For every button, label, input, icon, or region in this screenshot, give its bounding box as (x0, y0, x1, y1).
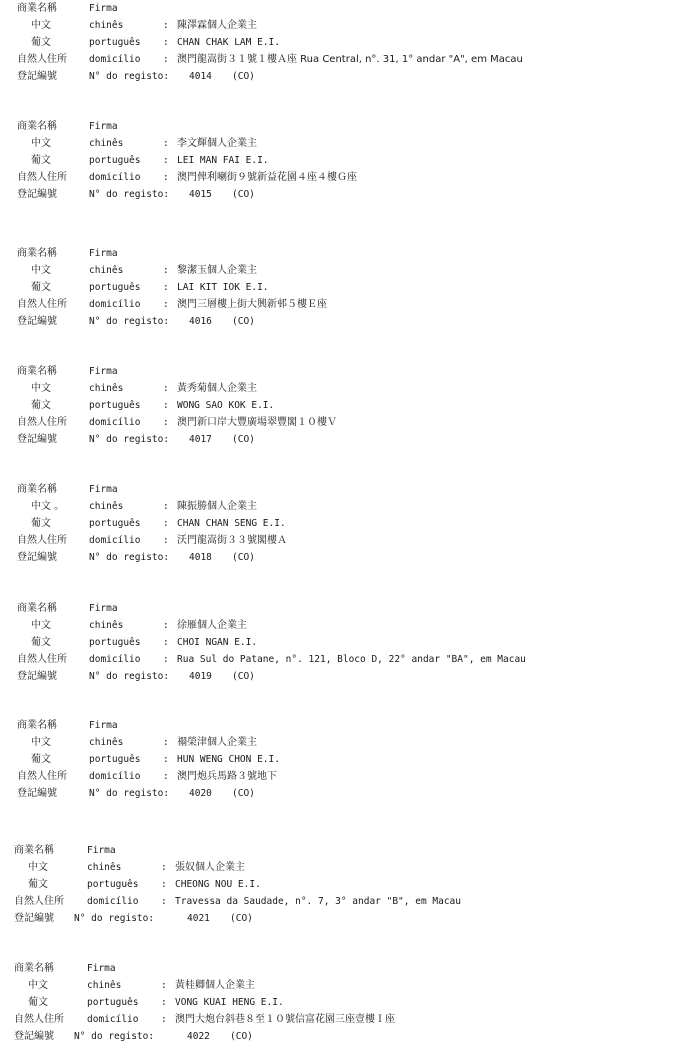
colon: : (163, 20, 169, 31)
portuguese-label-zh: 葡文 (31, 282, 51, 293)
firma-label-pt: Firma (89, 720, 118, 731)
registo-co: (CO) (232, 552, 255, 563)
registo-co: (CO) (232, 316, 255, 327)
registo-number: 4016 (189, 316, 212, 327)
chinese-name-value: 陳振勝個人企業主 (177, 501, 257, 512)
registo-number: 4018 (189, 552, 212, 563)
registo-co: (CO) (230, 1031, 253, 1042)
portuguese-label-zh: 葡文 (31, 754, 51, 765)
domicile-label-pt: domicílio (89, 417, 141, 428)
portuguese-name-value: VONG KUAI HENG E.I. (175, 997, 284, 1008)
registo-co: (CO) (232, 788, 255, 799)
registo-label-zh: 登記編號 (17, 189, 57, 200)
registo-label-pt: N° do registo: (89, 71, 170, 82)
portuguese-label-pt: português (87, 879, 139, 890)
chinese-label-zh: 中文 (31, 737, 51, 748)
colon: : (163, 383, 169, 394)
firma-label-pt: Firma (89, 484, 118, 495)
firm-record (0, 842, 687, 924)
portuguese-label-pt: português (89, 518, 141, 529)
portuguese-name-value: LEI MAN FAI E.I. (177, 155, 269, 166)
chinese-label-zh: 中文 (31, 265, 51, 276)
domicile-value: 澳門大炮台斜巷８至１０號信富花園三座壹樓Ｉ座 (175, 1014, 395, 1025)
portuguese-name-value: LAI KIT IOK E.I. (177, 282, 269, 293)
portuguese-label-zh: 葡文 (31, 37, 51, 48)
colon: : (161, 879, 167, 890)
registo-label-zh: 登記編號 (17, 788, 57, 799)
chinese-name-value: 張奴個人企業主 (175, 862, 245, 873)
registo-label-zh: 登記編號 (17, 671, 57, 682)
registo-label-pt: N° do registo: (89, 671, 170, 682)
colon: : (163, 37, 169, 48)
firma-label-zh: 商業名稱 (17, 720, 57, 731)
colon: : (161, 862, 167, 873)
chinese-label-zh: 中文 (28, 980, 48, 991)
domicile-label-zh: 自然人住所 (17, 535, 67, 546)
portuguese-label-zh: 葡文 (31, 637, 51, 648)
firma-label-pt: Firma (89, 366, 118, 377)
chinese-name-value: 黃桂卿個人企業主 (175, 980, 255, 991)
registo-number: 4022 (187, 1031, 210, 1042)
colon: : (161, 980, 167, 991)
colon: : (163, 417, 169, 428)
portuguese-label-zh: 葡文 (28, 997, 48, 1008)
firm-record (0, 600, 687, 682)
colon: : (163, 501, 169, 512)
portuguese-label-zh: 葡文 (28, 879, 48, 890)
firma-label-pt: Firma (87, 845, 116, 856)
colon: : (161, 997, 167, 1008)
colon: : (163, 620, 169, 631)
firm-record (0, 363, 687, 445)
chinese-label-pt: chinês (89, 501, 124, 512)
colon: : (163, 654, 169, 665)
registo-label-pt: N° do registo: (89, 552, 170, 563)
registo-number: 4015 (189, 189, 212, 200)
chinese-name-value: 黎潔玉個人企業主 (177, 265, 257, 276)
registo-number: 4021 (187, 913, 210, 924)
domicile-label-zh: 自然人住所 (17, 299, 67, 310)
registo-co: (CO) (230, 913, 253, 924)
firm-record (0, 245, 687, 327)
chinese-label-zh: 中文 (31, 20, 51, 31)
chinese-label-pt: chinês (87, 980, 122, 991)
firm-record (0, 0, 687, 82)
firma-label-zh: 商業名稱 (17, 484, 57, 495)
portuguese-name-value: CHEONG NOU E.I. (175, 879, 261, 890)
domicile-label-zh: 自然人住所 (14, 896, 64, 907)
colon: : (163, 771, 169, 782)
colon: : (163, 518, 169, 529)
registo-label-pt: N° do registo: (89, 189, 170, 200)
firma-label-zh: 商業名稱 (14, 845, 54, 856)
portuguese-label-pt: português (89, 155, 141, 166)
colon: : (163, 299, 169, 310)
domicile-label-zh: 自然人住所 (17, 54, 67, 65)
registo-number: 4019 (189, 671, 212, 682)
domicile-value: 沃門龍嵩街３３號閣樓Ａ (177, 535, 287, 546)
portuguese-name-value: HUN WENG CHON E.I. (177, 754, 280, 765)
colon: : (163, 535, 169, 546)
colon: : (163, 155, 169, 166)
domicile-value: 澳門炮兵馬路３號地下 (177, 771, 277, 782)
domicile-value: Travessa da Saudade, n°. 7, 3° andar "B", em Macau (175, 896, 461, 907)
portuguese-name-value: CHAN CHAN SENG E.I. (177, 518, 286, 529)
portuguese-label-pt: português (89, 37, 141, 48)
registo-label-pt: N° do registo: (89, 316, 170, 327)
firma-label-pt: Firma (89, 603, 118, 614)
domicile-label-zh: 自然人住所 (17, 771, 67, 782)
domicile-label-pt: domicílio (89, 771, 141, 782)
registo-label-zh: 登記編號 (17, 552, 57, 563)
firma-label-pt: Firma (87, 963, 116, 974)
firma-label-zh: 商業名稱 (17, 603, 57, 614)
domicile-label-pt: domicílio (87, 896, 139, 907)
domicile-label-pt: domicílio (89, 299, 141, 310)
chinese-label-zh: 中文 (31, 620, 51, 631)
chinese-label-pt: chinês (89, 383, 124, 394)
domicile-label-pt: domicílio (87, 1014, 139, 1025)
firma-label-zh: 商業名稱 (14, 963, 54, 974)
firma-label-zh: 商業名稱 (17, 3, 57, 14)
portuguese-label-zh: 葡文 (31, 400, 51, 411)
chinese-label-pt: chinês (89, 265, 124, 276)
chinese-label-pt: chinês (89, 737, 124, 748)
firma-label-pt: Firma (89, 248, 118, 259)
chinese-name-value: 黃秀菊個人企業主 (177, 383, 257, 394)
firma-label-pt: Firma (89, 3, 118, 14)
domicile-value: 澳門新口岸大豐廣場翠豐閣１０樓Ｖ (177, 417, 337, 428)
registo-label-zh: 登記編號 (14, 1031, 54, 1042)
registo-label-zh: 登記編號 (17, 434, 57, 445)
colon: : (161, 896, 167, 907)
domicile-label-pt: domicílio (89, 535, 141, 546)
firma-label-zh: 商業名稱 (17, 121, 57, 132)
portuguese-name-value: WONG SAO KOK E.I. (177, 400, 275, 411)
colon: : (163, 737, 169, 748)
registo-label-pt: N° do registo: (89, 434, 170, 445)
colon: : (163, 754, 169, 765)
portuguese-label-zh: 葡文 (31, 155, 51, 166)
chinese-label-pt: chinês (89, 138, 124, 149)
registo-label-zh: 登記編號 (17, 71, 57, 82)
domicile-value: Rua Sul do Patane, n°. 121, Bloco D, 22° andar "BA", em Macau (177, 654, 526, 665)
domicile-value: 澳門三層樓上街大興新邨５樓Ｅ座 (177, 299, 327, 310)
firm-record (0, 118, 687, 200)
chinese-name-value: 徐雁個人企業主 (177, 620, 247, 631)
registo-co: (CO) (232, 434, 255, 445)
domicile-label-zh: 自然人住所 (17, 417, 67, 428)
portuguese-label-zh: 葡文 (31, 518, 51, 529)
portuguese-label-pt: português (87, 997, 139, 1008)
domicile-value: 澳門龍嵩街３１號１樓Ａ座 Rua Central, n°. 31, 1° andar "A", em Macau (177, 54, 523, 65)
portuguese-name-value: CHOI NGAN E.I. (177, 637, 258, 648)
colon: : (163, 172, 169, 183)
portuguese-name-value: CHAN CHAK LAM E.I. (177, 37, 280, 48)
domicile-label-zh: 自然人住所 (17, 654, 67, 665)
chinese-name-value: 李文輝個人企業主 (177, 138, 257, 149)
registo-co: (CO) (232, 189, 255, 200)
domicile-label-pt: domicílio (89, 54, 141, 65)
portuguese-label-pt: português (89, 400, 141, 411)
colon: : (161, 1014, 167, 1025)
colon: : (163, 282, 169, 293)
domicile-label-zh: 自然人住所 (17, 172, 67, 183)
firma-label-pt: Firma (89, 121, 118, 132)
chinese-label-pt: chinês (87, 862, 122, 873)
portuguese-label-pt: português (89, 637, 141, 648)
chinese-label-zh: 中文 。 (31, 501, 65, 512)
domicile-label-pt: domicílio (89, 654, 141, 665)
domicile-label-pt: domicílio (89, 172, 141, 183)
colon: : (163, 637, 169, 648)
colon: : (163, 400, 169, 411)
registo-label-zh: 登記編號 (17, 316, 57, 327)
firm-record (0, 717, 687, 799)
chinese-name-value: 陳澤霖個人企業主 (177, 20, 257, 31)
firma-label-zh: 商業名稱 (17, 248, 57, 259)
colon: : (163, 54, 169, 65)
chinese-label-zh: 中文 (31, 383, 51, 394)
registo-co: (CO) (232, 71, 255, 82)
registo-label-pt: N° do registo: (74, 1031, 155, 1042)
registo-label-zh: 登記編號 (14, 913, 54, 924)
registo-co: (CO) (232, 671, 255, 682)
registo-number: 4014 (189, 71, 212, 82)
firm-record (0, 481, 687, 563)
portuguese-label-pt: português (89, 754, 141, 765)
chinese-label-zh: 中文 (31, 138, 51, 149)
domicile-value: 澳門俾利喇街９號新益花園４座４樓Ｇ座 (177, 172, 357, 183)
chinese-label-pt: chinês (89, 620, 124, 631)
portuguese-label-pt: português (89, 282, 141, 293)
firm-record (0, 960, 687, 1042)
registo-number: 4017 (189, 434, 212, 445)
registo-number: 4020 (189, 788, 212, 799)
firma-label-zh: 商業名稱 (17, 366, 57, 377)
chinese-label-pt: chinês (89, 20, 124, 31)
chinese-name-value: 禤榮津個人企業主 (177, 737, 257, 748)
registo-label-pt: N° do registo: (74, 913, 155, 924)
colon: : (163, 265, 169, 276)
chinese-label-zh: 中文 (28, 862, 48, 873)
colon: : (163, 138, 169, 149)
domicile-label-zh: 自然人住所 (14, 1014, 64, 1025)
registo-label-pt: N° do registo: (89, 788, 170, 799)
